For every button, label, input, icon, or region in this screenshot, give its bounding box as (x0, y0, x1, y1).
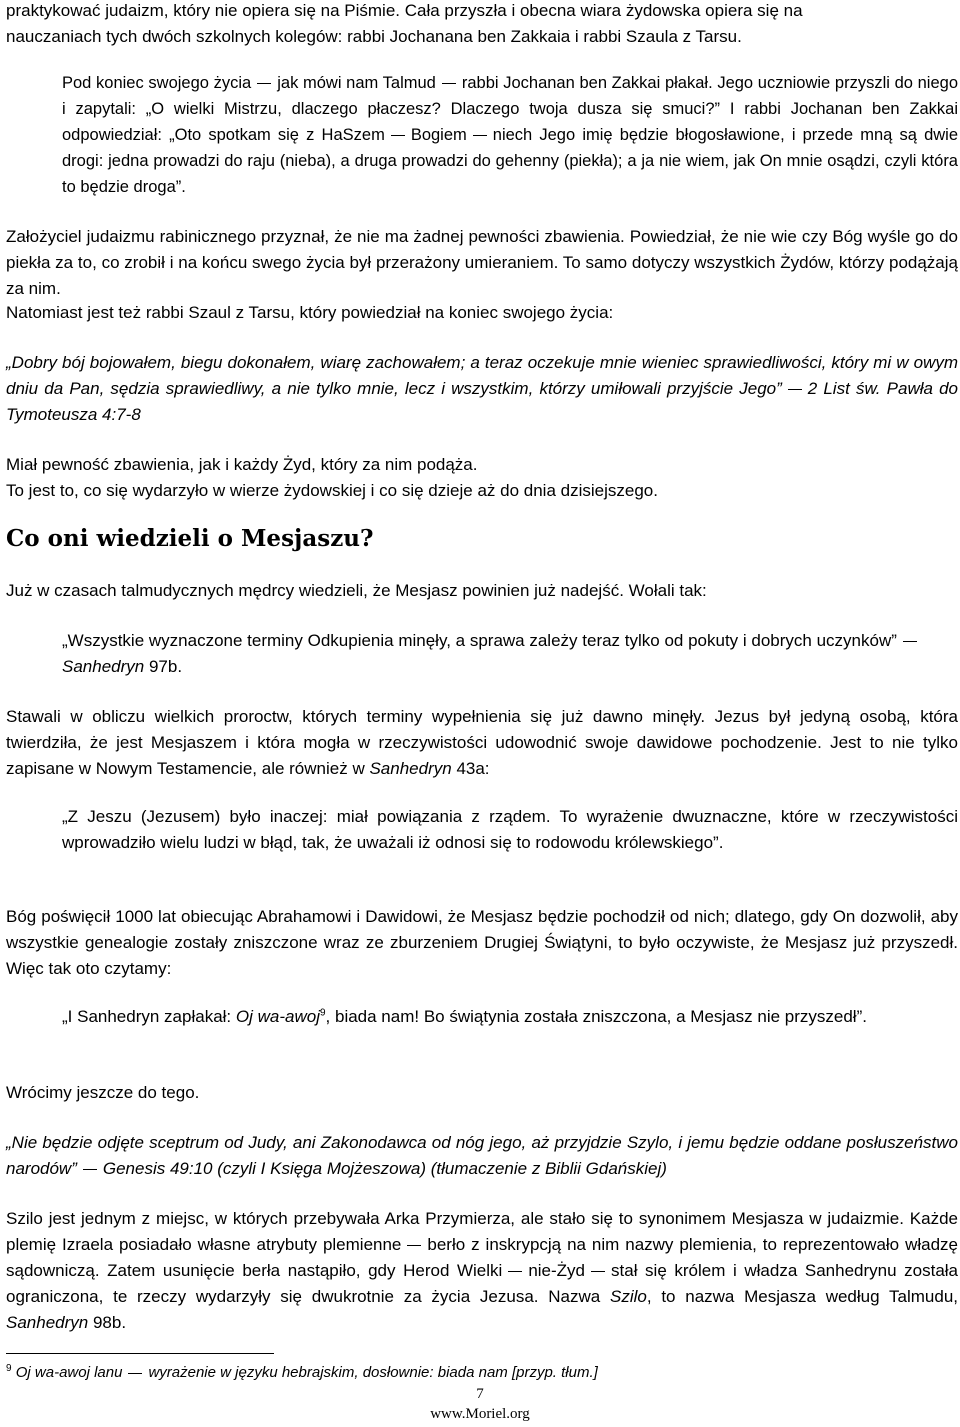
quote-43a: „Z Jeszu (Jezusem) było inaczej: miał powiązania z rządem. To wyrażenie dwuznaczne, które w rzeczywistości wprowadziło wielu ludzi w błąd, tak, że uważali iż odnosi się to rodowodu królewskiego”. (62, 807, 958, 852)
dash (903, 641, 917, 642)
quote-text: „Nie będzie odjęte sceptrum od Judy, ani Zakonodawca od nóg jego, aż przyjdzie Szylo, i jemu będzie oddane posłuszeństwo narodów” (6, 1133, 958, 1178)
quote-text: „Dobry bój bojowałem, biegu dokonałem, wiarę zachowałem; a teraz oczekuje mnie wieniec sprawiedliwości, który mi w owym dniu da Pan, sędzia sprawiedliwy, a nie tylko mnie, lecz i wszystkim, którzy umiłowali przyjście Jego” (6, 353, 958, 398)
text-g: Sanhedryn (6, 1313, 89, 1332)
top-fragment-line-1: praktykować judaizm, który nie opiera się na Piśmie. Cała przyszła i obecna wiara żydowska opiera się na (6, 1, 803, 20)
source-number: 43a: (456, 759, 490, 778)
text-b: berło z inskrypcją na nim nazwy plemienia, to reprezentowało władzę sądowniczą. Zatem usunięcie berła nastąpiło, gdy Herod Wielki (6, 1235, 958, 1280)
quote-97b (62, 628, 958, 680)
paragraph-return: Wrócimy jeszcze do tego. (6, 1083, 200, 1102)
text-e: Bogiem (410, 126, 467, 144)
text-e: Szilo (609, 1287, 647, 1306)
top-fragment-line-2: nauczaniach tych dwóch szkolnych kolegów: rabbi Jochanana ben Zakkaia i rabbi Szaula z Tarsu. (6, 27, 742, 46)
dash (128, 1373, 142, 1374)
paragraph-talmud (62, 70, 958, 200)
text-a: Pod koniec swojego życia (62, 74, 252, 92)
text: Stawali w obliczu wielkich proroctw, których terminy wypełnienia się już dawno minęły. Jezus był jedyną osobą, która twierdziła, że jest Mesjaszem i która mogła w rzeczywistości udowodnić swoje dawidowe pochodzenie. Jest to nie tylko zapisane w Nowym Testamencie, ale również w (6, 707, 958, 778)
dash (407, 1245, 421, 1246)
text-a: „I Sanhedryn zapłakał: (62, 1007, 232, 1026)
text-b: jak mówi nam Talmud (277, 74, 436, 92)
text-c: rabbi Jochanan ben Zakkai płakał. Jego uczniowie przyszli do niego i zapytali: „O wielki Mistrzu, dlaczego płaczesz? Dlaczego twoja dusza się smuci?” (62, 74, 959, 118)
dash (83, 1169, 97, 1170)
paragraph-1000-years: Bóg poświęcił 1000 lat obiecując Abrahamowi i Dawidowi, że Mesjasz będzie pochodził od nich; dlatego, gdy On dozwolił, aby wszystkie genealogie zostały zniszczone wraz ze zburzeniem Drugiej Świątyni, to było oczywiste, że Mesjasz już przyszedł. Więc tak oto czytamy: (6, 907, 958, 978)
source-title: Sanhedryn (369, 759, 452, 778)
footnote (6, 1362, 598, 1384)
paragraph-prophecies (6, 704, 958, 782)
quote-timothy (6, 350, 958, 428)
text-c: , biada nam! Bo świątynia została zniszczona, a Mesjasz nie przyszedł”. (325, 1007, 867, 1026)
quote-reference: 2 List św. Pawła do Tymoteusza 4:7-8 (6, 379, 958, 424)
quote-reference: Genesis 49:10 (czyli I Księga Mojżeszowa) (tłumaczenie z Biblii Gdańskiej) (102, 1159, 667, 1178)
text-a: Szilo jest jednym z miejsc, w których przebywała Arka Przymierza, ale stało się to synonimem Mesjasza w judaizmie. Każde plemię Izraela posiadało własne atrybuty plemienne (6, 1209, 958, 1254)
text-f: , to nazwa Mesjasza według Talmudu, (646, 1287, 958, 1306)
text-f: niech Jego imię będzie błogosławione, i przede mną są dwie drogi: jedna prowadzi do raju (nieba), a druga prowadzi do gehenny (piekła); a ja nie wiem, jak On mnie osądzi, czyli która to będzie droga”. (62, 126, 959, 196)
source-title: Sanhedryn (62, 657, 145, 676)
text-d: stał się królem i władza Sanhedrynu została ograniczona, te rzeczy wydarzyły się dwukrotnie za życia Jezusa. Nazwa (6, 1261, 959, 1306)
paragraph-saul: Natomiast jest też rabbi Szaul z Tarsu, który powiedział na koniec swojego życia: (6, 303, 614, 322)
footnote-term: Oj wa-awoj lanu (15, 1364, 123, 1381)
top-fragment (6, 0, 958, 50)
text-d: I rabbi Jochanan ben Zakkai odpowiedział: „Oto spotkam się z HaSzem (62, 100, 958, 144)
dash (391, 135, 405, 136)
footnote-rule (6, 1353, 274, 1354)
source-number: 97b. (148, 657, 183, 676)
dash (591, 1271, 605, 1272)
text-b: Oj wa-awoj (235, 1007, 320, 1026)
paragraph-certainty: Miał pewność zbawienia, jak i każdy Żyd, który za nim podąża. (6, 455, 478, 474)
text-c: nie-Żyd (528, 1261, 586, 1280)
footnote-marker[interactable]: 9 (319, 1007, 326, 1019)
footnote-number: 9 (6, 1363, 12, 1374)
dash (442, 83, 456, 84)
section-heading: Co oni wiedzieli o Mesjaszu? (6, 525, 374, 552)
text-h: 98b. (92, 1313, 127, 1332)
page-number: 7 (476, 1386, 484, 1402)
quote-genesis (6, 1130, 958, 1182)
dash (257, 83, 271, 84)
dash (473, 135, 487, 136)
paragraph-sages: Już w czasach talmudycznych mędrcy wiedzieli, że Mesjasz powinien już nadejść. Wołali tak: (6, 581, 707, 600)
quote-text: „Wszystkie wyznaczone terminy Odkupienia minęły, a sprawa zależy teraz tylko od pokuty i dobrych uczynków” (62, 631, 897, 650)
quote-sanhedrin-wept (62, 1004, 958, 1030)
paragraph-today: To jest to, co się wydarzyło w wierze żydowskiej i co się dzieje aż do dnia dzisiejszego. (6, 481, 658, 500)
footnote-text: wyrażenie w języku hebrajskim, dosłownie: biada nam [przyp. tłum.] (148, 1364, 598, 1381)
dash (508, 1271, 522, 1272)
paragraph-szilo (6, 1206, 958, 1336)
site-url[interactable]: www.Moriel.org (430, 1406, 530, 1422)
paragraph-founder: Założyciel judaizmu rabinicznego przyznał, że nie ma żadnej pewności zbawienia. Powiedział, że nie wie czy Bóg wyśle go do piekła za to, co zrobił i na końcu swego życia był przerażony umieraniem. To samo dotyczy wszystkich Żydów, którzy podążają za nim. (6, 227, 958, 298)
dash (788, 389, 802, 390)
